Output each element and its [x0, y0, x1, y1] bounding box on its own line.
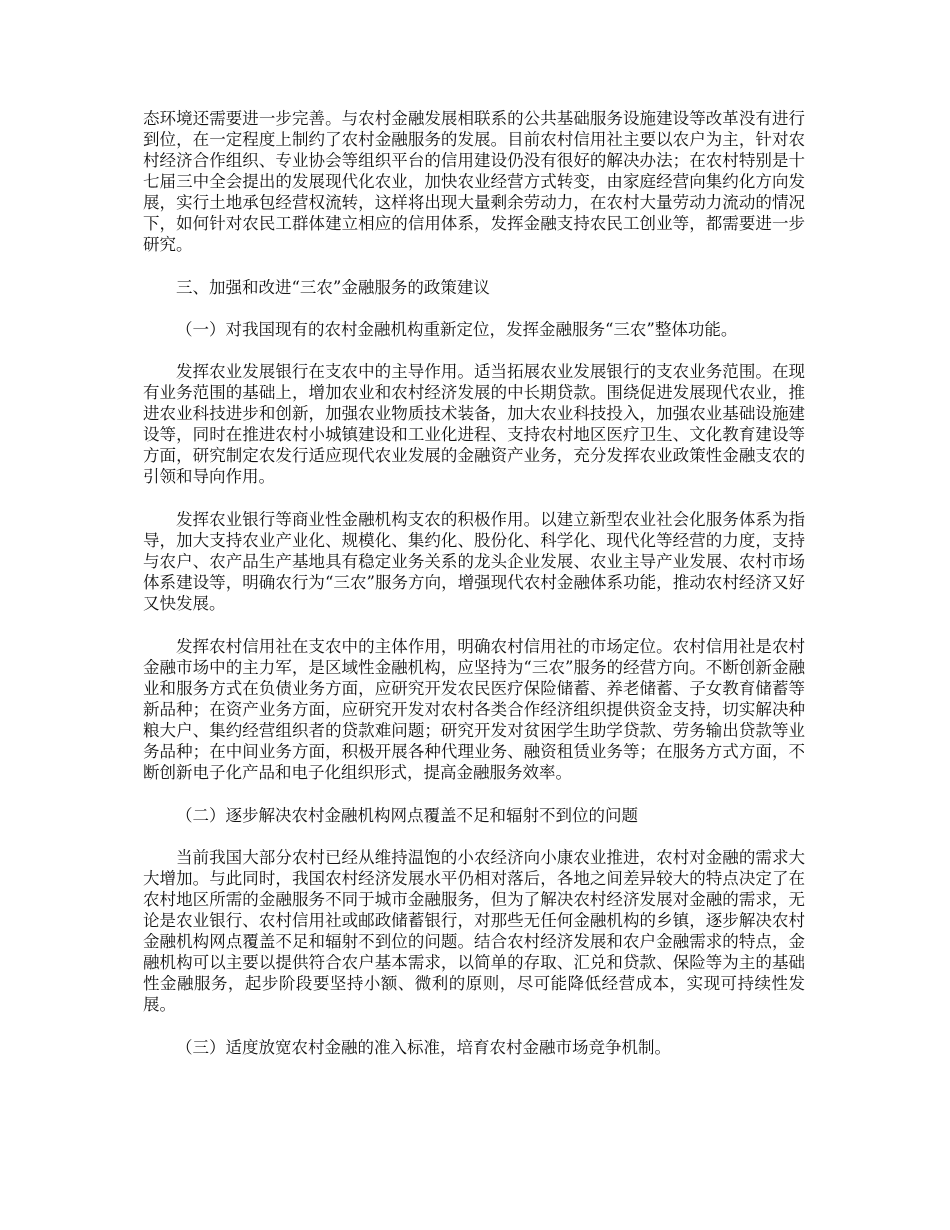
- subsection-heading-three: （三）适度放宽农村金融的准入标准，培育农村金融市场竞争机制。: [176, 1038, 671, 1057]
- subsection-heading-one: （一）对我国现有的农村金融机构重新定位，发挥金融服务“三农”整体功能。: [176, 320, 738, 339]
- paragraph-adbc-role: 发挥农业发展银行在支农中的主导作用。适当拓展农业发展银行的支农业务范围。在现有业务范围的基础上，增加农业和农村经济发展的中长期贷款。围绕促进发展现代农业，推进农业科技进步和创新，加强农业物质技术装备，加大农业科技投入，加强农业基础设施建设等，同时在推进农村小城镇建设和工业化进程、支持农村地区医疗卫生、文化教育建设等方面，研究制定农发行适应现代农业发展的金融资产业务，充分发挥农业政策性金融支农的引领和导向作用。: [143, 362, 805, 486]
- document-body: [143, 108, 805, 1079]
- section-heading-three: 三、加强和改进“三农”金融服务的政策建议: [176, 278, 490, 297]
- paragraph-rcc-role: 发挥农村信用社在支农中的主体作用，明确农村信用社的市场定位。农村信用社是农村金融市场中的主力军，是区域性金融机构，应坚持为“三农”服务的经营方向。不断创新金融业和服务方式在负债业务方面，应研究开发农民医疗保险储蓄、养老储蓄、子女教育储蓄等新品种；在资产业务方面，应研究开发对农村各类合作经济组织提供资金支持，切实解决种粮大户、集约经营组织者的贷款难问题；研究开发对贫困学生助学贷款、劳务输出贷款等业务品种；在中间业务方面，积极开展各种代理业务、融资租赁业务等；在服务方式方面，不断创新电子化产品和电子化组织形式，提高金融服务效率。: [143, 637, 805, 782]
- subsection-heading-two: （二）逐步解决农村金融机构网点覆盖不足和辐射不到位的问题: [176, 806, 638, 825]
- paragraph-coverage: 当前我国大部分农村已经从维持温饱的小农经济向小康农业推进，农村对金融的需求大大增加。与此同时，我国农村经济发展水平仍相对落后，各地之间差异较大的特点决定了在农村地区所需的金融服务不同于城市金融服务，但为了解决农村经济发展对金融的需求，无论是农业银行、农村信用社或邮政储蓄银行，对那些无任何金融机构的乡镇，逐步解决农村金融机构网点覆盖不足和辐射不到位的问题。结合农村经济发展和农户金融需求的特点，金融机构可以主要以提供符合农户基本需求，以简单的存取、汇兑和贷款、保险等为主的基础性金融服务，起步阶段要坚持小额、微利的原则，尽可能降低经营成本，实现可持续性发展。: [143, 848, 805, 1014]
- paragraph-continued: 态环境还需要进一步完善。与农村金融发展相联系的公共基础服务设施建设等改革没有进行到位，在一定程度上制约了农村金融服务的发展。目前农村信用社主要以农户为主，针对农村经济合作组织、专业协会等组织平台的信用建设仍没有很好的解决办法；在农村特别是十七届三中全会提出的发展现代化农业，加快农业经营方式转变，由家庭经营向集约化方向发展，实行土地承包经营权流转，这样将出现大量剩余劳动力，在农村大量劳动力流动的情况下，如何针对农民工群体建立相应的信用体系，发挥金融支持农民工创业等，都需要进一步研究。: [143, 109, 805, 254]
- paragraph-abc-role: 发挥农业银行等商业性金融机构支农的积极作用。以建立新型农业社会化服务体系为指导，加大支持农业产业化、规模化、集约化、股份化、科学化、现代化等经营的力度，支持与农户、农产品生产基地具有稳定业务关系的龙头企业发展、农业主导产业发展、农村市场体系建设等，明确农行为“三农”服务方向，增强现代农村金融体系功能，推动农村经济又好又快发展。: [143, 510, 805, 613]
